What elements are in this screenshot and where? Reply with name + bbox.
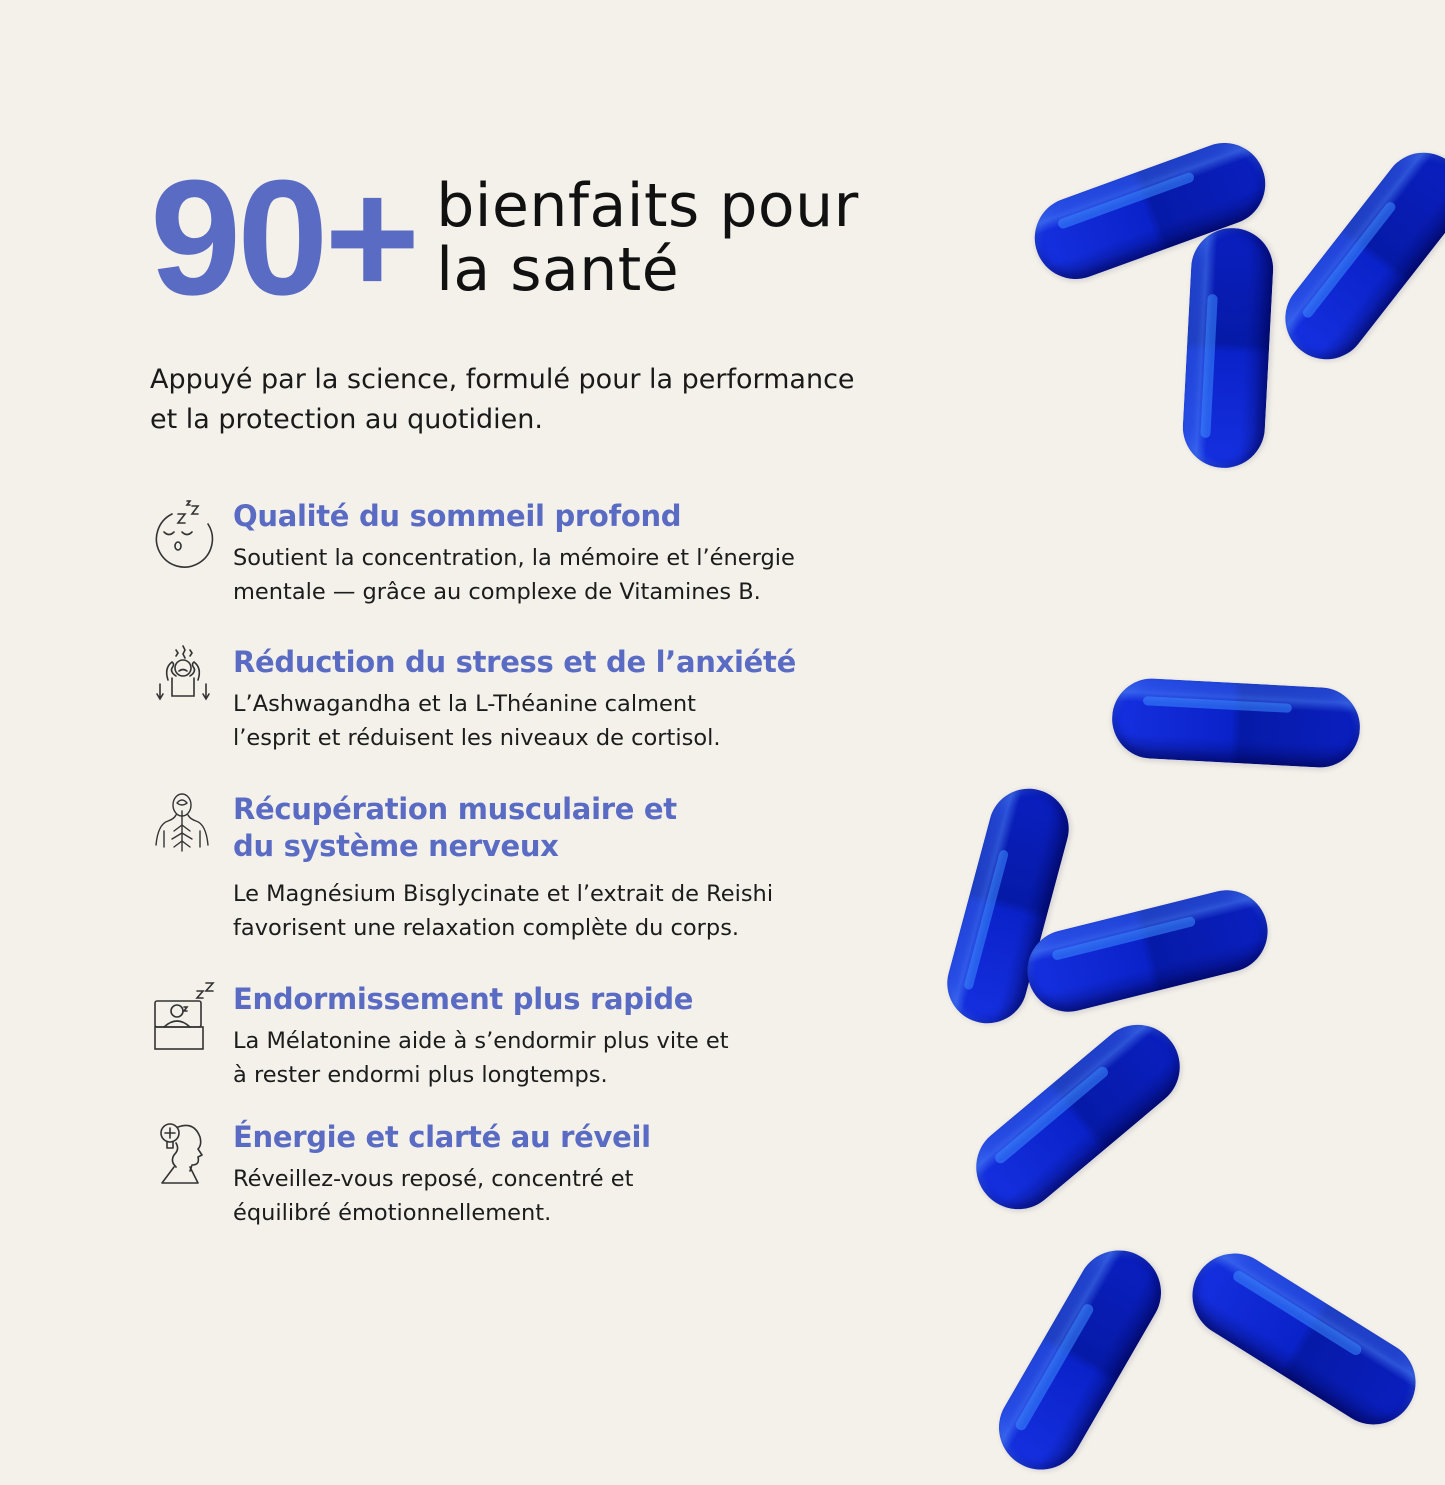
subtitle-line-1: Appuyé par la science, formulé pour la performance — [150, 364, 855, 395]
hero-title-line-2: la santé — [436, 235, 680, 305]
hero-heading — [150, 146, 859, 329]
benefit-title: Qualité du sommeil profond — [233, 499, 682, 533]
benefit-title: Réduction du stress et de l’anxiété — [233, 645, 796, 679]
benefit-description: Soutient la concentration, la mémoire et l’énergie mentale — grâce au complexe de Vitamines B. — [233, 545, 795, 605]
capsule-image — [1181, 226, 1275, 470]
subtitle — [150, 360, 930, 440]
capsule-image — [984, 1235, 1177, 1485]
sleeping-face-icon — [150, 498, 216, 568]
stressed-person-icon — [150, 644, 216, 714]
benefits-count: 90+ — [150, 146, 417, 329]
capsule-image — [1023, 131, 1277, 290]
nervous-system-icon — [150, 791, 216, 861]
capsule-image — [1269, 136, 1445, 376]
capsule-image — [959, 1008, 1197, 1227]
sleeping-in-bed-icon — [150, 981, 216, 1051]
benefit-description: L’Ashwagandha et la L-Théanine calment l’esprit et réduisent les niveaux de cortisol. — [233, 691, 721, 751]
benefit-title: Endormissement plus rapide — [233, 982, 694, 1016]
benefit-description: Réveillez-vous reposé, concentré et équilibré émotionnellement. — [233, 1166, 634, 1226]
capsule-image — [938, 780, 1077, 1033]
hero-title-line-1: bienfaits pour — [436, 171, 859, 241]
benefit-title: Récupération musculaire et du système nerveux — [233, 792, 677, 863]
benefit-description: Le Magnésium Bisglycinate et l’extrait de Reishi favorisent une relaxation complète du corps. — [233, 881, 774, 941]
capsule-image — [1110, 677, 1362, 770]
head-lightbulb-icon — [150, 1119, 216, 1189]
subtitle-line-2: et la protection au quotidien. — [150, 404, 543, 435]
capsule-image — [1177, 1238, 1432, 1441]
benefit-description: La Mélatonine aide à s’endormir plus vite et à rester endormi plus longtemps. — [233, 1028, 729, 1088]
benefit-title: Énergie et clarté au réveil — [233, 1120, 651, 1154]
hero-title — [436, 171, 859, 305]
capsule-image — [1019, 882, 1277, 1021]
